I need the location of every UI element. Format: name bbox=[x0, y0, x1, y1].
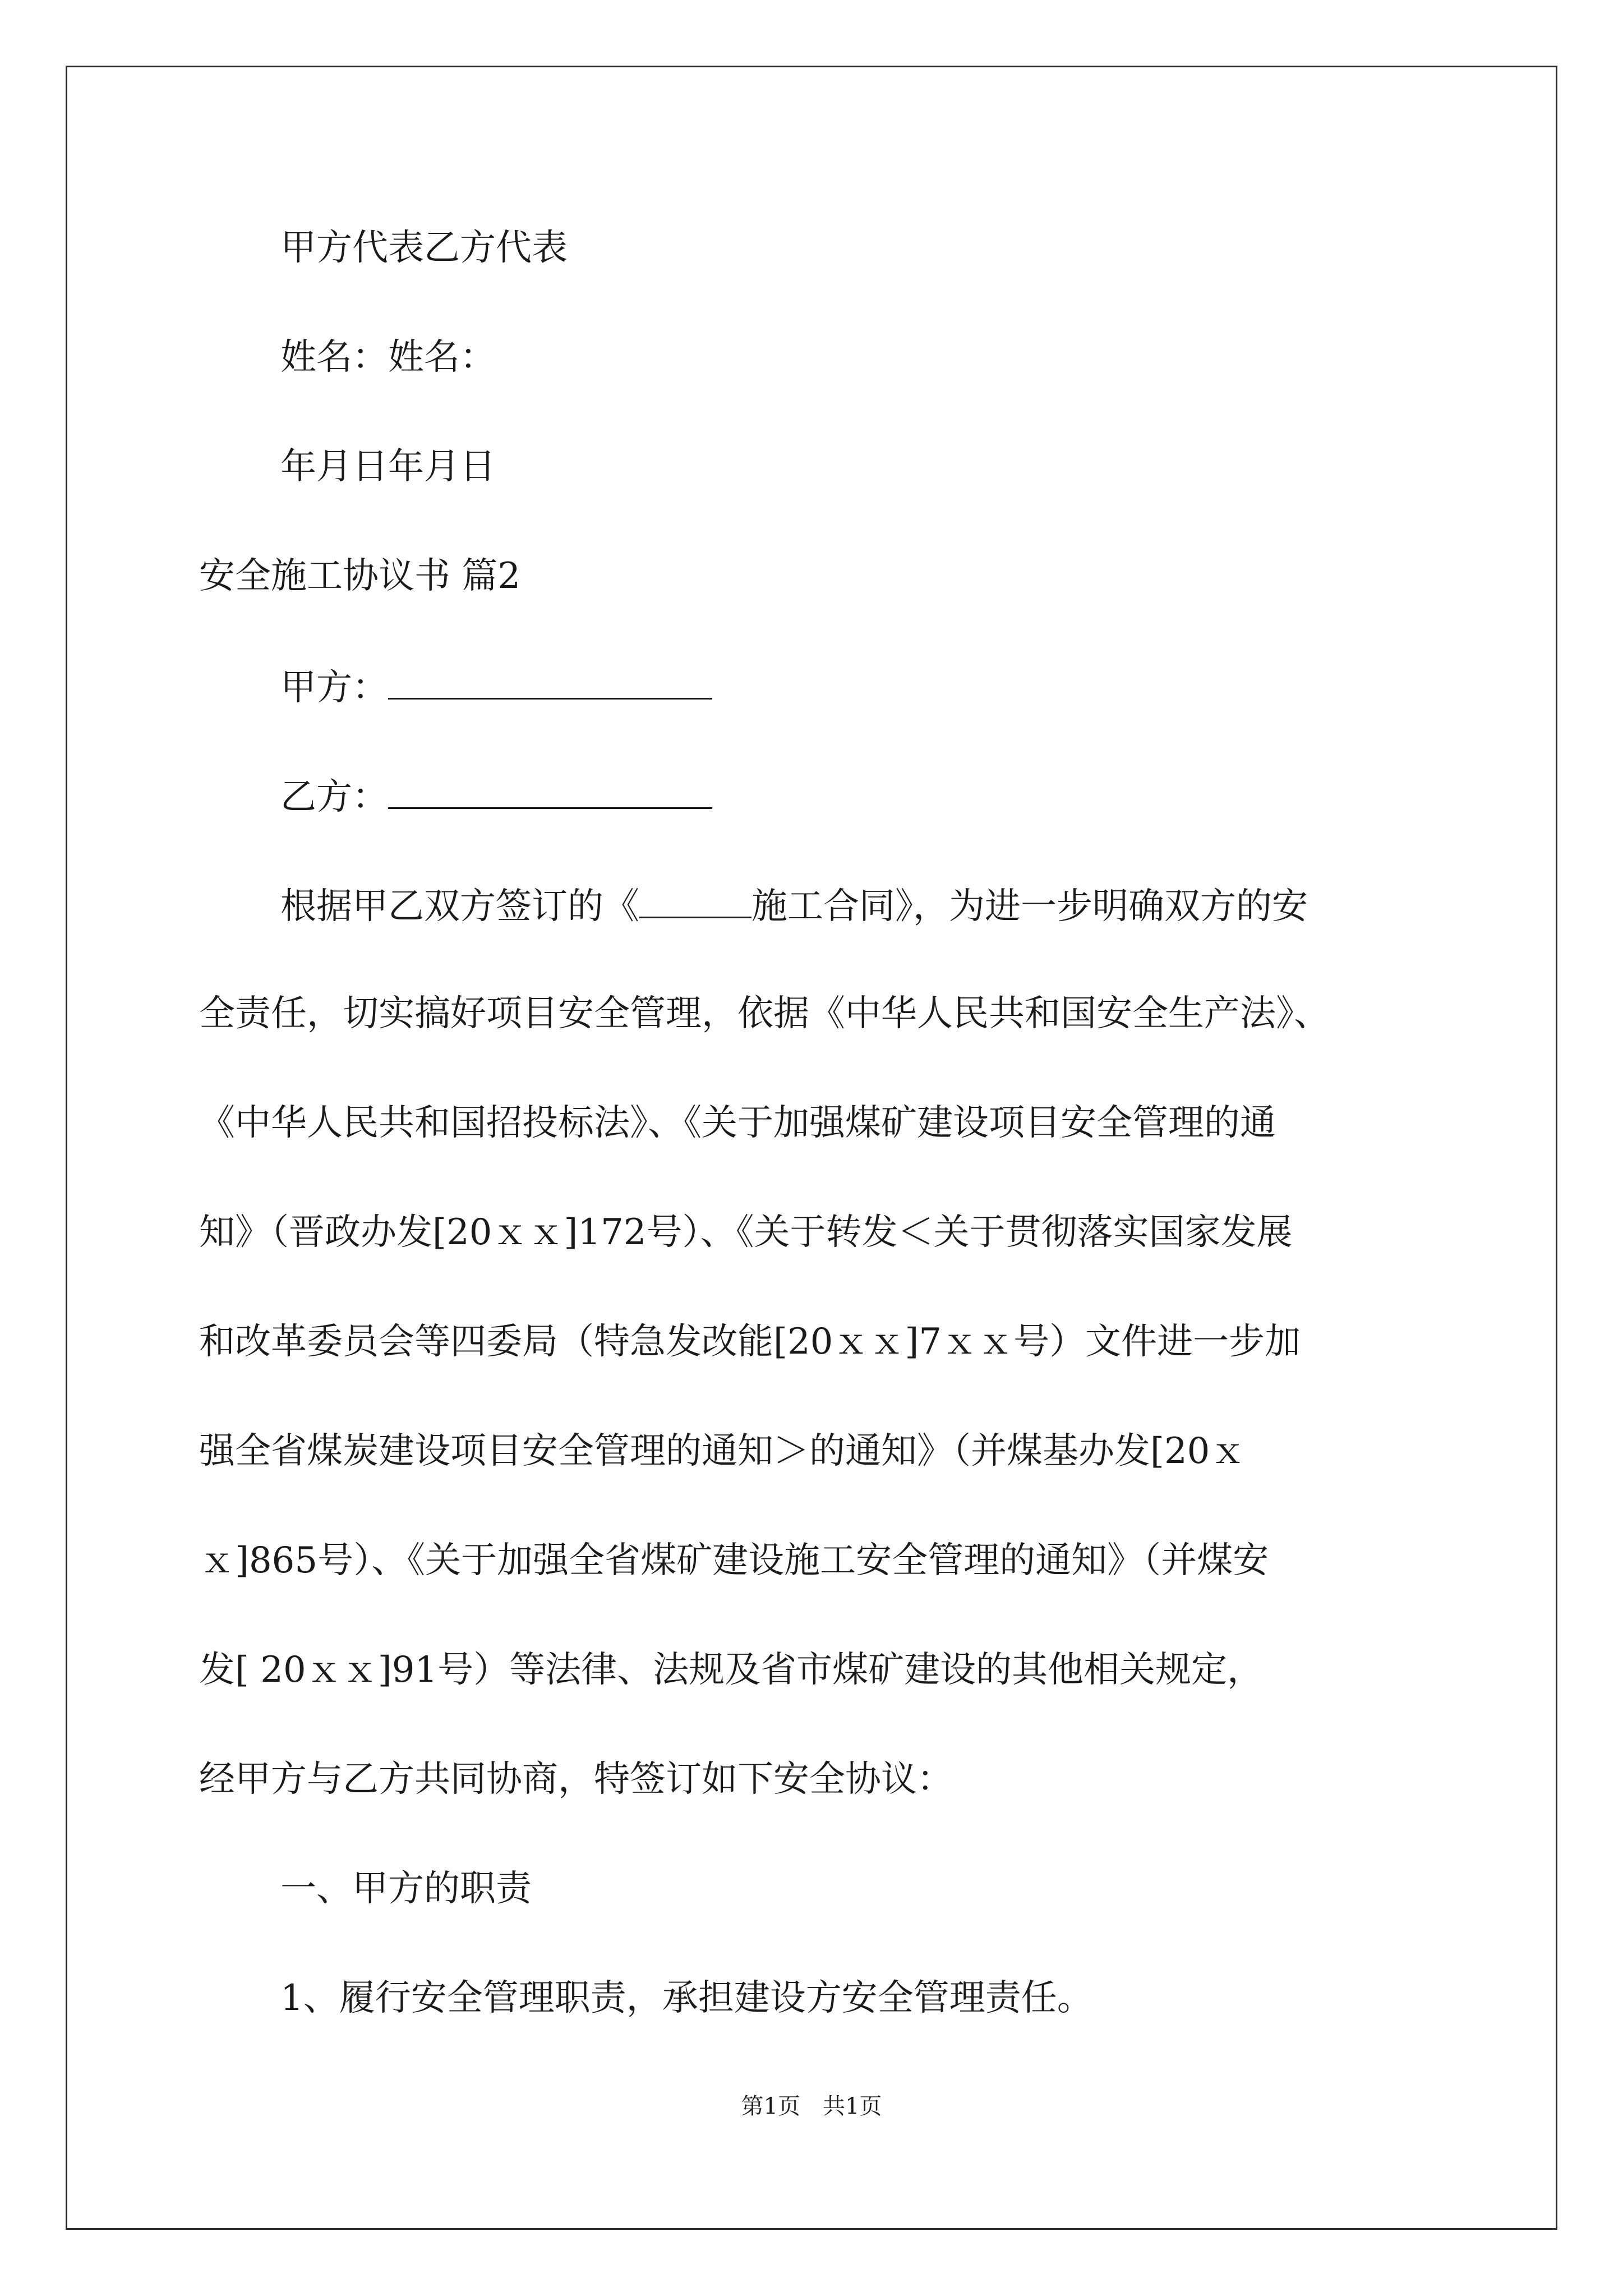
body-paragraph-line: 《中华人民共和国招投标法》、《关于加强煤矿建设项目安全管理的通 bbox=[199, 1102, 1276, 1144]
section-heading: 安全施工协议书 篇2 bbox=[199, 555, 521, 597]
body-paragraph-line: 发[ 20ｘｘ]91号）等法律、法规及省市煤矿建设的其他相关规定， bbox=[199, 1649, 1264, 1691]
contract-name-blank bbox=[639, 886, 751, 918]
signature-name-line: 姓名：姓名： bbox=[280, 337, 496, 378]
party-b-line bbox=[280, 776, 712, 818]
party-b-label: 乙方： bbox=[280, 776, 388, 818]
page-footer: 第1页 共1页 bbox=[741, 2093, 882, 2119]
party-a-line bbox=[280, 668, 712, 706]
party-a-blank bbox=[388, 668, 712, 700]
signature-date-line: 年月日年月日 bbox=[280, 446, 496, 487]
list-item: 1、履行安全管理职责，承担建设方安全管理责任。 bbox=[280, 1977, 1093, 2019]
subsection-heading: 一、甲方的职责 bbox=[280, 1868, 532, 1910]
party-a-label: 甲方： bbox=[280, 667, 388, 708]
body-text: 施工合同》，为进一步明确双方的安 bbox=[751, 886, 1308, 927]
body-paragraph-line: 知》（晋政办发[20ｘｘ]172号）、《关于转发＜关于贯彻落实国家发展 bbox=[199, 1212, 1293, 1253]
body-paragraph-line bbox=[280, 886, 1308, 927]
party-b-blank bbox=[388, 777, 712, 809]
body-paragraph-line: 强全省煤炭建设项目安全管理的通知＞的通知》（并煤基办发[20ｘ bbox=[199, 1430, 1246, 1472]
body-paragraph-line: 全责任，切实搞好项目安全管理，依据《中华人民共和国安全生产法》、 bbox=[199, 993, 1330, 1034]
body-paragraph-line: 经甲方与乙方共同协商，特签订如下安全协议： bbox=[199, 1759, 953, 1800]
body-paragraph-line: 和改革委员会等四委局（特急发改能[20ｘｘ]7ｘｘ号）文件进一步加 bbox=[199, 1321, 1301, 1363]
body-text: 根据甲乙双方签订的《 bbox=[280, 886, 639, 927]
signature-title-line: 甲方代表乙方代表 bbox=[280, 227, 568, 269]
body-paragraph-line: ｘ]865号）、《关于加强全省煤矿建设施工安全管理的通知》（并煤安 bbox=[199, 1540, 1269, 1581]
